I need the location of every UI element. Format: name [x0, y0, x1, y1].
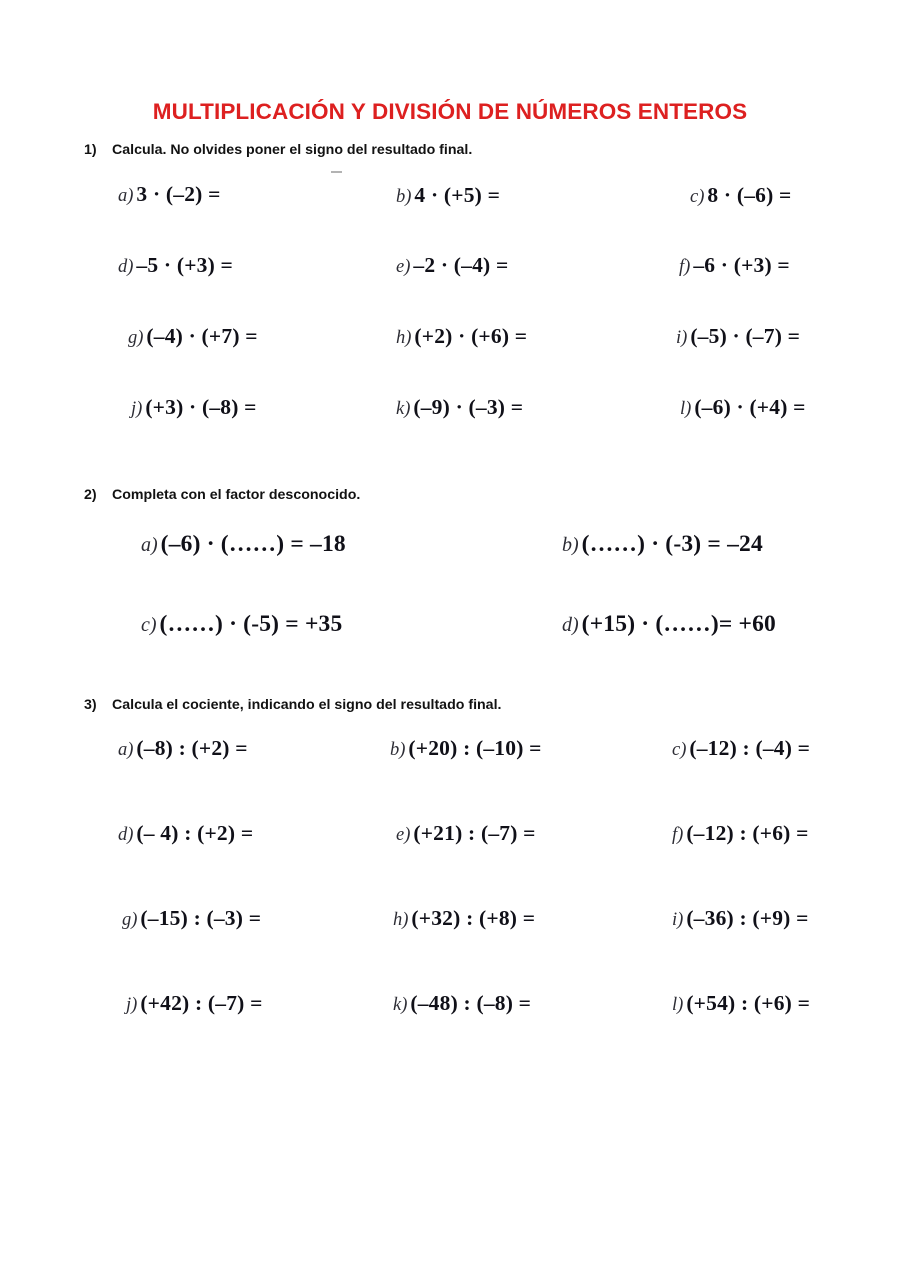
exercise-1-item-c[interactable] — [690, 185, 792, 207]
exercise-3-item-d[interactable] — [118, 823, 253, 845]
item-expression: (–15) : (–3) = — [140, 906, 262, 930]
item-expression: (+20) : (–10) = — [408, 736, 542, 760]
item-letter: b) — [390, 740, 406, 760]
exercise-2-item-d[interactable] — [562, 613, 776, 637]
item-letter: k) — [396, 399, 411, 419]
item-expression: 4 · (+5) = — [414, 183, 501, 207]
exercise-1-item-g[interactable] — [128, 326, 258, 348]
exercise-1-item-h[interactable] — [396, 326, 527, 348]
item-expression: (+2) · (+6) = — [414, 324, 528, 348]
exercise-1-item-j[interactable] — [131, 397, 257, 419]
exercise-1-heading — [84, 142, 472, 158]
exercise-3-item-e[interactable] — [396, 823, 536, 845]
item-expression: (–48) : (–8) = — [410, 991, 532, 1015]
item-expression: (–5) · (–7) = — [690, 324, 801, 348]
exercise-1-item-k[interactable] — [396, 397, 523, 419]
item-expression: (–6) · (+4) = — [694, 395, 806, 419]
item-expression: (– 4) : (+2) = — [136, 821, 254, 845]
item-expression: (–12) : (–4) = — [689, 736, 811, 760]
item-expression: (–4) · (+7) = — [146, 324, 258, 348]
item-expression: –5 · (+3) = — [136, 253, 233, 277]
item-letter: d) — [118, 257, 134, 277]
item-expression: –6 · (+3) = — [693, 253, 790, 277]
exercise-1-item-b[interactable] — [396, 185, 500, 207]
exercise-3-item-j[interactable] — [126, 993, 263, 1015]
exercise-3-number: 3) — [84, 697, 97, 713]
exercise-3-item-a[interactable] — [118, 738, 248, 760]
item-expression: (+15) · (……)= +60 — [581, 611, 777, 637]
exercise-1-number: 1) — [84, 142, 97, 158]
item-expression: (……) · (-3) = –24 — [581, 531, 763, 557]
page-title: MULTIPLICACIÓN Y DIVISIÓN DE NÚMEROS ENTEROS — [152, 99, 748, 125]
exercise-3-item-c[interactable] — [672, 738, 810, 760]
item-letter: b) — [562, 534, 579, 556]
exercise-3-item-b[interactable] — [390, 738, 542, 760]
item-letter: f) — [672, 825, 684, 845]
item-letter: e) — [396, 825, 411, 845]
exercise-1-prompt: Calcula. No olvides poner el signo del resultado final. — [112, 142, 473, 158]
item-letter: c) — [690, 187, 705, 207]
item-letter: a) — [118, 186, 134, 206]
item-expression: 8 · (–6) = — [707, 183, 792, 207]
item-letter: j) — [131, 399, 143, 419]
exercise-1-item-d[interactable] — [118, 255, 233, 277]
item-expression: –2 · (–4) = — [413, 253, 509, 277]
item-expression: (……) · (-5) = +35 — [159, 611, 343, 637]
item-expression: 3 · (–2) = — [136, 182, 221, 206]
item-letter: d) — [118, 825, 134, 845]
item-expression: (–9) · (–3) = — [413, 395, 524, 419]
item-expression: (–36) : (+9) = — [686, 906, 809, 930]
item-letter: l) — [680, 399, 692, 419]
exercise-1-item-a[interactable] — [118, 184, 221, 206]
exercise-2-item-b[interactable] — [562, 533, 763, 557]
item-letter: a) — [118, 740, 134, 760]
item-letter: f) — [679, 257, 691, 277]
exercise-2-item-a[interactable] — [141, 533, 346, 557]
item-letter: g) — [128, 328, 144, 348]
item-letter: b) — [396, 187, 412, 207]
exercise-3-item-f[interactable] — [672, 823, 809, 845]
exercise-2-number: 2) — [84, 487, 97, 503]
stray-dash-artifact — [331, 171, 342, 173]
item-letter: c) — [141, 614, 157, 636]
exercise-3-item-h[interactable] — [393, 908, 535, 930]
exercise-3-item-k[interactable] — [393, 993, 531, 1015]
item-letter: l) — [672, 995, 684, 1015]
item-letter: a) — [141, 534, 158, 556]
exercise-3-prompt: Calcula el cociente, indicando el signo del resultado final. — [112, 697, 502, 713]
item-expression: (+21) : (–7) = — [413, 821, 536, 845]
item-expression: (+3) · (–8) = — [145, 395, 257, 419]
item-letter: i) — [676, 328, 688, 348]
item-letter: e) — [396, 257, 411, 277]
exercise-1-item-i[interactable] — [676, 326, 800, 348]
exercise-1-item-f[interactable] — [679, 255, 790, 277]
item-letter: j) — [126, 995, 138, 1015]
exercise-3-heading — [84, 697, 501, 713]
item-letter: g) — [122, 910, 138, 930]
exercise-3-item-g[interactable] — [122, 908, 261, 930]
item-expression: (+42) : (–7) = — [140, 991, 263, 1015]
item-expression: (–8) : (+2) = — [136, 736, 248, 760]
item-expression: (–6) · (……) = –18 — [160, 531, 346, 557]
exercise-2-heading — [84, 487, 360, 503]
exercise-1-item-e[interactable] — [396, 255, 508, 277]
item-letter: h) — [396, 328, 412, 348]
item-expression: (–12) : (+6) = — [686, 821, 809, 845]
exercise-3-item-i[interactable] — [672, 908, 809, 930]
item-letter: d) — [562, 614, 579, 636]
item-expression: (+32) : (+8) = — [411, 906, 536, 930]
item-letter: k) — [393, 995, 408, 1015]
item-letter: i) — [672, 910, 684, 930]
item-letter: c) — [672, 740, 687, 760]
item-expression: (+54) : (+6) = — [686, 991, 811, 1015]
exercise-2-prompt: Completa con el factor desconocido. — [112, 487, 361, 503]
exercise-1-item-l[interactable] — [680, 397, 806, 419]
exercise-2-item-c[interactable] — [141, 613, 342, 637]
exercise-3-item-l[interactable] — [672, 993, 810, 1015]
item-letter: h) — [393, 910, 409, 930]
